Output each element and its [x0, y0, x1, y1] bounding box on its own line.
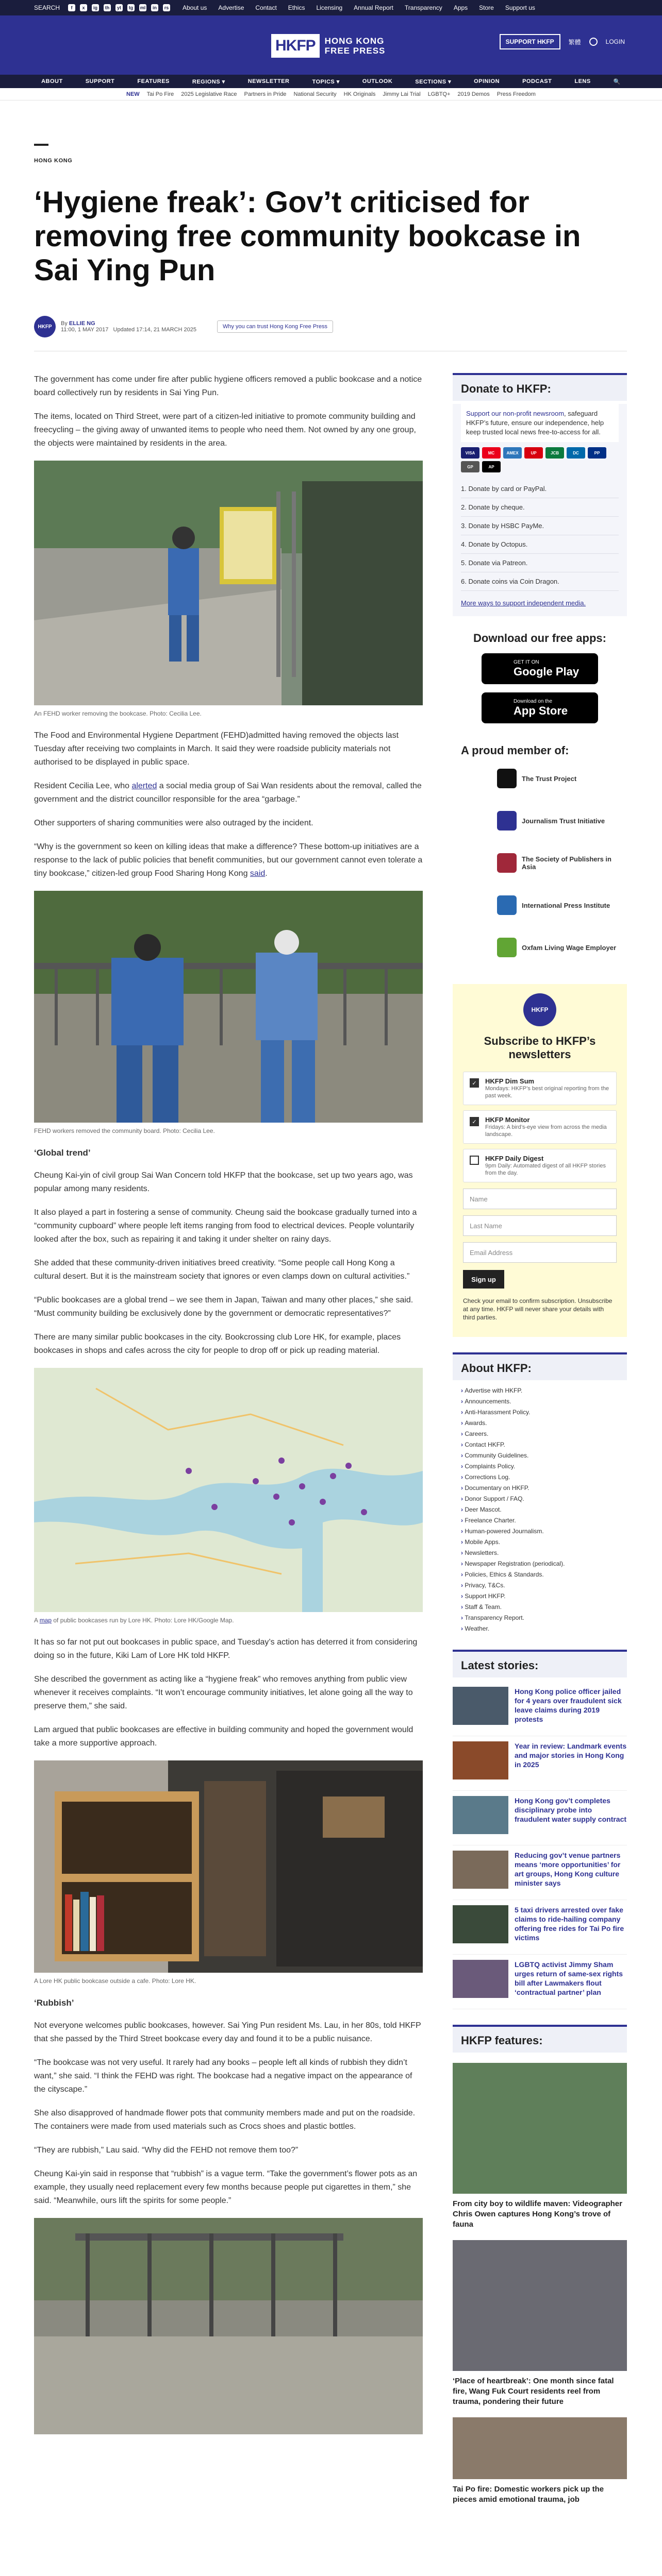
trust-project-icon	[497, 769, 517, 788]
paragraph: Cheung Kai-yin said in response that “rubbish” is a vague term. “Take the government’s flower pots as an example, they usually need replacement every few months because people put cigarettes in them,” she said. “Meanwhile, ours lift the spirits for some people.”	[34, 2170, 418, 2205]
site-logo[interactable]	[271, 34, 385, 58]
nav-opinion[interactable]: OPINION	[474, 78, 500, 84]
topbar-link-annual-report[interactable]: Annual Report	[354, 4, 393, 11]
updated-date: Updated 17:14, 21 MARCH 2025	[113, 327, 196, 333]
about-heading: About HKFP:	[453, 1352, 627, 1380]
text-run: .	[265, 869, 268, 878]
member-sopa[interactable]	[497, 842, 627, 884]
section-heading: ‘Global trend’	[34, 1148, 91, 1158]
about-item[interactable]: › Mobile Apps.	[461, 1537, 619, 1548]
paragraph: She also disapproved of handmade flower pots that community members made and put on the roadside. The containers were made from used materials such as Crocs shoes and plastic bottles.	[34, 2109, 416, 2131]
sidebar	[453, 373, 627, 2505]
donate-option[interactable]: 3. Donate by HSBC PayMe.	[461, 517, 619, 535]
latest-story[interactable]	[453, 1900, 627, 1955]
trending-item[interactable]: 2025 Legislative Race	[181, 91, 237, 97]
story-thumbnail	[453, 1905, 508, 1943]
trust-link[interactable]: Why you can trust Hong Kong Free Press	[217, 320, 333, 333]
mail-icon[interactable]: ml	[140, 5, 146, 10]
about-item[interactable]: › Newsletters.	[461, 1548, 619, 1558]
trending-item[interactable]: 2019 Demos	[457, 91, 490, 97]
feature-title[interactable]: From city boy to wildlife maven: Videographer Chris Owen captures Hong Kong’s trove of fauna	[453, 2199, 622, 2229]
publish-date: 11:00, 1 MAY 2017	[61, 327, 109, 333]
said-link[interactable]: said	[250, 869, 266, 878]
newsletter-desc: 9pm Daily: Automated digest of all HKFP stories from the day.	[485, 1163, 606, 1176]
member-jti[interactable]	[497, 800, 627, 842]
text-run: Resident Cecilia Lee, who	[34, 782, 132, 790]
ipi-icon	[497, 895, 517, 915]
support-newsroom-link[interactable]: Support our non-profit newsroom	[466, 410, 565, 417]
feature-title[interactable]: ‘Place of heartbreak’: One month since fatal fire, Wang Fuk Court residents reel from trauma, pondering their future	[453, 2377, 614, 2406]
newsletter-desc: Mondays: HKFP’s best original reporting from the past week.	[485, 1086, 609, 1099]
user-icon[interactable]	[589, 38, 598, 46]
about-item[interactable]: › Deer Mascot.	[461, 1504, 619, 1515]
about-item[interactable]: › Human-powered Journalism.	[461, 1526, 619, 1537]
article-title: ‘Hygiene freak’: Gov’t criticised for removing free community bookcase in Sai Ying Pun	[34, 185, 581, 287]
nav-support[interactable]: SUPPORT	[85, 78, 115, 84]
newsletter-panel	[453, 984, 627, 1337]
about-item[interactable]: › Policies, Ethics & Standards.	[461, 1569, 619, 1580]
support-hkfp-button[interactable]: SUPPORT HKFP	[500, 34, 560, 49]
newsletter-option-daily-digest[interactable]	[463, 1149, 617, 1182]
story-title[interactable]: Reducing gov’t venue partners means ‘more opportunities’ for art groups, Hong Kong culture minister says	[515, 1851, 621, 1887]
member-ipi[interactable]	[497, 884, 627, 926]
apple-pay-icon: AP	[482, 461, 501, 472]
paypal-icon: PP	[588, 447, 606, 459]
store-name: App Store	[514, 704, 568, 717]
threads-icon[interactable]: th	[104, 4, 111, 11]
topbar-link-transparency[interactable]: Transparency	[404, 4, 442, 11]
signup-button[interactable]: Sign up	[463, 1270, 504, 1289]
story-title[interactable]: Hong Kong police officer jailed for 4 years over fraudulent sick leave claims during 2019 protests	[515, 1687, 622, 1723]
feature-card[interactable]	[453, 2063, 627, 2230]
paragraph: Lam argued that public bookcases are effective in building community and hoped the government would take a more supportive approach.	[34, 1725, 413, 1748]
newsletter-name: HKFP Daily Digest	[485, 1155, 544, 1162]
trending-item[interactable]: Press Freedom	[496, 91, 536, 97]
linkedin-icon[interactable]: in	[151, 4, 158, 11]
about-item[interactable]: › Support HKFP.	[461, 1591, 619, 1602]
story-thumbnail	[453, 1960, 508, 1998]
feature-image	[453, 2063, 627, 2194]
facebook-icon[interactable]: f	[68, 4, 75, 11]
first-name-field[interactable]: Name	[463, 1189, 617, 1209]
member-oxfam[interactable]	[497, 926, 627, 969]
visa-icon: VISA	[461, 447, 479, 459]
about-item[interactable]: › Complaints Policy.	[461, 1461, 619, 1472]
topbar-link-ethics[interactable]: Ethics	[288, 4, 305, 11]
photo-illustration	[34, 2218, 423, 2434]
email-field[interactable]: Email Address	[463, 1242, 617, 1263]
donate-option[interactable]: 6. Donate coins via Coin Dragon.	[461, 572, 619, 591]
google-pay-icon: GP	[461, 461, 479, 472]
donate-panel	[453, 404, 627, 616]
sopa-icon	[497, 853, 517, 873]
more-ways-link[interactable]: More ways to support independent media.	[461, 599, 586, 607]
map-link[interactable]: map	[39, 1617, 52, 1624]
member-trust-project[interactable]	[497, 757, 627, 800]
nav-about[interactable]: ABOUT	[41, 78, 63, 84]
site-header	[0, 15, 662, 75]
topbar-link-apps[interactable]: Apps	[453, 4, 468, 11]
about-item[interactable]: › Advertise with HKFP.	[461, 1385, 619, 1396]
jcb-icon: JCB	[545, 447, 564, 459]
paragraph: “Public bookcases are a global trend – we see them in Japan, Taiwan and many other places,” she said. “Must community building be exclusively done by the government or democratic representatives?”	[34, 1296, 413, 1318]
nav-newsletter[interactable]: NEWSLETTER	[247, 78, 290, 84]
about-item[interactable]: › Weather.	[461, 1623, 619, 1634]
member-name: International Press Institute	[522, 901, 610, 909]
story-title[interactable]: 5 taxi drivers arrested over fake claims to ride-hailing company offering free rides for Tai Po fire victims	[515, 1906, 624, 1942]
section-heading: ‘Rubbish’	[34, 1998, 74, 2008]
story-thumbnail	[453, 1687, 508, 1725]
feature-card[interactable]	[453, 2417, 627, 2505]
latest-story[interactable]	[453, 1736, 627, 1791]
photo-illustration	[34, 1760, 423, 1973]
story-thumbnail	[453, 1741, 508, 1780]
topbar-link-store[interactable]: Store	[479, 4, 494, 11]
topbar-link-support[interactable]: Support us	[505, 4, 535, 11]
nav-topics[interactable]: TOPICS ▾	[312, 78, 340, 85]
feature-image	[453, 2417, 627, 2479]
about-item[interactable]: › Contact HKFP.	[461, 1439, 619, 1450]
latest-story[interactable]	[453, 1955, 627, 2009]
image-caption	[34, 1616, 423, 1624]
story-thumbnail	[453, 1851, 508, 1889]
photo-lore-hk-bookcase	[34, 1760, 423, 1973]
paragraph: It has so far not put out bookcases in public space, and Tuesday’s action has deterred it from considering doing so in the future, Kiki Lam of Lore HK told HKFP.	[34, 1638, 418, 1660]
feature-card[interactable]	[453, 2240, 627, 2407]
apps-heading: Download our free apps:	[473, 632, 606, 645]
trending-item[interactable]: LGBTQ+	[427, 91, 451, 97]
about-item[interactable]: › Anti-Harassment Policy.	[461, 1407, 619, 1418]
paragraph: She added that these community-driven initiatives breed creativity. “Some people call Hong Kong a cultural desert. But it is the mainstream society that ignores or even clamps down on cultural activities.”	[34, 1259, 410, 1281]
about-item[interactable]: › Announcements.	[461, 1396, 619, 1407]
member-name: The Society of Publishers in Asia	[521, 855, 611, 871]
paragraph: Cheung Kai-yin of civil group Sai Wan Concern told HKFP that the bookcase, set up two years ago, was popular among many residents.	[34, 1171, 413, 1193]
trending-item[interactable]: Jimmy Lai Trial	[383, 91, 421, 97]
author-name[interactable]: ELLIE NG	[69, 320, 95, 327]
checkbox-empty-icon[interactable]	[470, 1156, 479, 1165]
latest-stories	[453, 1682, 627, 2009]
feature-image	[453, 2240, 627, 2371]
donate-note	[461, 404, 619, 442]
byline-meta	[61, 320, 196, 333]
trending-item[interactable]: Tai Po Fire	[146, 91, 174, 97]
features-heading: HKFP features:	[453, 2025, 627, 2053]
diners-icon: DC	[567, 447, 585, 459]
text-run: “Why is the government so keen on killing ideas that make a difference? These bottom-up initiatives are a response to the lack of public policies that benefit communities, but our government cannot even tolerate a tiny bookcase,” citizen-led group Food Sharing Hong Kong	[34, 842, 423, 878]
donate-option[interactable]: 1. Donate by card or PayPal.	[461, 480, 619, 498]
paragraph	[34, 840, 423, 880]
paragraph: The Food and Environmental Hygiene Department (FEHD)admitted having removed the objects last Tuesday after receiving two complaints in March. It said they were roadside publicity materials not authorised to be displayed in public space.	[34, 731, 399, 767]
paragraph: “They are rubbish,” Lau said. “Why did the FEHD not remove them too?”	[34, 2146, 299, 2155]
latest-story[interactable]	[453, 1845, 627, 1900]
about-item[interactable]: › Donor Support / FAQ.	[461, 1494, 619, 1504]
photo-fehd-removing-bookcase	[34, 461, 423, 705]
article-body	[34, 373, 423, 2434]
nav-search-icon[interactable]: 🔍	[613, 78, 621, 85]
nav-features[interactable]: FEATURES	[137, 78, 170, 84]
donate-option[interactable]: 4. Donate by Octopus.	[461, 535, 619, 554]
feature-title[interactable]: Tai Po fire: Domestic workers pick up the pieces amid emotional trauma, job	[453, 2485, 604, 2504]
language-switch[interactable]: 繁體	[568, 38, 581, 46]
checkbox-checked-icon[interactable]: ✓	[470, 1078, 479, 1088]
about-item[interactable]: › Newspaper Registration (periodical).	[461, 1558, 619, 1569]
byline	[34, 316, 333, 337]
store-name: Google Play	[514, 665, 580, 678]
logo-text	[325, 36, 386, 56]
story-thumbnail	[453, 1796, 508, 1834]
donate-option[interactable]: 5. Donate via Patreon.	[461, 554, 619, 572]
image-caption: An FEHD worker removing the bookcase. Photo: Cecilia Lee.	[34, 710, 202, 717]
social-icons	[68, 4, 170, 11]
jti-icon	[497, 811, 517, 831]
paragraph: There are many similar public bookcases in the city. Bookcrossing club Lore HK, for example, places bookcases in shops and cafes across the city for people to drop off or pick up reading material.	[34, 1333, 401, 1355]
paragraph	[34, 779, 423, 806]
topbar-link-licensing[interactable]: Licensing	[316, 4, 343, 11]
newsletter-name: HKFP Dim Sum	[485, 1077, 535, 1085]
telegram-icon[interactable]: tg	[127, 4, 135, 11]
map-illustration	[34, 1368, 423, 1612]
oxfam-icon	[497, 938, 517, 957]
newsletter-title: Subscribe to HKFP’s newsletters	[484, 1035, 596, 1061]
logo-line-2: FREE PRESS	[324, 46, 386, 56]
nav-podcast[interactable]: PODCAST	[522, 78, 552, 84]
photo-illustration	[34, 461, 423, 705]
latest-story[interactable]	[453, 1682, 627, 1736]
paragraph: Other supporters of sharing communities were also outraged by the incident.	[34, 819, 313, 827]
trending-item[interactable]: Partners in Pride	[244, 91, 287, 97]
store-small-text: GET IT ON	[514, 659, 539, 665]
paragraph: “The bookcase was not very useful. It rarely had any books – people left all kinds of rubbish they didn’t want,” she said. “I think the FEHD was right. The bookcase had a negative impact on the appearance of the cityscape.”	[34, 2058, 412, 2094]
about-item[interactable]: › Staff & Team.	[461, 1602, 619, 1613]
image-caption: A Lore HK public bookcase outside a cafe. Photo: Lore HK.	[34, 1977, 196, 1985]
topbar-link-about[interactable]: About us	[183, 4, 207, 11]
last-name-field[interactable]: Last Name	[463, 1215, 617, 1236]
mastercard-icon: MC	[482, 447, 501, 459]
about-item[interactable]: › Awards.	[461, 1418, 619, 1429]
topbar-link-contact[interactable]: Contact	[255, 4, 277, 11]
story-title[interactable]: Hong Kong gov’t completes disciplinary probe into fraudulent water supply contract	[515, 1797, 627, 1823]
image-caption: FEHD workers removed the community board. Photo: Cecilia Lee.	[34, 1127, 215, 1134]
story-title[interactable]: Year in review: Landmark events and major stories in Hong Kong in 2025	[515, 1742, 627, 1769]
about-item[interactable]: › Corrections Log.	[461, 1472, 619, 1483]
story-title[interactable]: LGBTQ activist Jimmy Sham urges return of same-sex rights bill after Lawmakers flout ‘contractual partner’ plan	[515, 1960, 623, 1996]
paragraph: The government has come under fire after public hygiene officers removed a public bookcase and a notice board collectively run by residents in Sai Ying Pun.	[34, 375, 422, 397]
photo-flower-pots	[34, 2218, 423, 2434]
about-item[interactable]: › Transparency Report.	[461, 1613, 619, 1623]
donate-heading: Donate to HKFP:	[453, 373, 627, 401]
member-name: Journalism Trust Initiative	[522, 817, 605, 825]
member-heading: A proud member of:	[461, 744, 569, 757]
map-public-bookcases	[34, 1368, 423, 1612]
byline-by: By	[61, 320, 69, 327]
youtube-icon[interactable]: yt	[115, 4, 123, 11]
nav-sections[interactable]: SECTIONS ▾	[415, 78, 452, 85]
rss-icon[interactable]: rs	[163, 4, 170, 11]
newsletter-desc: Fridays: A bird’s-eye view from across the media landscape.	[485, 1124, 607, 1138]
paragraph: The items, located on Third Street, were part of a citizen-led initiative to promote community building and freecycling – the giving away of unwanted items to people who need them. Not owned by any one group, the objects were maintained by residents in the area.	[34, 412, 416, 448]
main-nav	[0, 75, 662, 88]
about-item[interactable]: › Privacy, T&Cs.	[461, 1580, 619, 1591]
x-icon[interactable]: x	[80, 4, 87, 11]
about-item[interactable]: › Community Guidelines.	[461, 1450, 619, 1461]
text-run: of public bookcases run by Lore HK. Photo: Lore HK/Google Map.	[52, 1617, 234, 1624]
member-name: The Trust Project	[522, 774, 577, 783]
newsletter-note: Check your email to confirm subscription. Unsubscribe at any time. HKFP will never share your details with third parties.	[463, 1297, 613, 1321]
photo-illustration	[34, 891, 423, 1123]
instagram-icon[interactable]: ig	[92, 4, 99, 11]
logo-mark: HKFP	[271, 34, 320, 58]
about-item[interactable]: › Documentary on HKFP.	[461, 1483, 619, 1494]
app-store-button[interactable]	[482, 692, 598, 723]
text-run: , safeguard HKFP’s future, ensure our independence, help keep trusted local news free-to-access for all.	[466, 410, 604, 436]
unionpay-icon: UP	[524, 447, 543, 459]
article-category[interactable]: HONG KONG	[34, 158, 73, 164]
about-item[interactable]: › Freelance Charter.	[461, 1515, 619, 1526]
paragraph: Not everyone welcomes public bookcases, however. Sai Ying Pun resident Ms. Lau, in her 80s, told HKFP that she passed by the Third Street bookcase every day and found it to be a public nuisance.	[34, 2021, 421, 2043]
amex-icon: AMEX	[503, 447, 522, 459]
photo-community-board-removal	[34, 891, 423, 1123]
newsletter-logo: HKFP	[523, 993, 556, 1026]
checkbox-checked-icon[interactable]: ✓	[470, 1117, 479, 1126]
trending-item[interactable]: HK Originals	[343, 91, 376, 97]
newsletter-name: HKFP Monitor	[485, 1116, 530, 1124]
nav-regions[interactable]: REGIONS ▾	[192, 78, 225, 85]
login-link[interactable]: LOGIN	[605, 38, 625, 45]
author-avatar[interactable]: HKFP	[34, 316, 56, 337]
text-run: a social media group of Sai Wan residents about the removal, called the government and the district councillor responsible for the area “garbage.”	[34, 782, 422, 804]
paragraph: She described the government as acting like a “hygiene freak” who removes anything from public view whenever it receives complaints. “It won’t encourage community initiatives, let alone going all the way to preserve them,” she said.	[34, 1675, 413, 1710]
alerted-link[interactable]: alerted	[131, 782, 157, 790]
member-name: Oxfam Living Wage Employer	[522, 943, 617, 952]
nav-outlook[interactable]: OUTLOOK	[362, 78, 393, 84]
about-list	[453, 1385, 627, 1634]
store-small-text: Download on the	[514, 698, 553, 704]
latest-heading: Latest stories:	[453, 1650, 627, 1677]
donate-option[interactable]: 2. Donate by cheque.	[461, 498, 619, 517]
payment-cards	[461, 447, 619, 472]
trending-bar	[0, 88, 662, 100]
newsletter-option-monitor[interactable]	[463, 1110, 617, 1144]
top-utility-bar	[0, 0, 662, 15]
trending-new-badge: NEW	[126, 91, 140, 97]
kicker-rule	[34, 144, 48, 146]
topbar-link-advertise[interactable]: Advertise	[218, 4, 244, 11]
search-link[interactable]: SEARCH	[34, 4, 60, 11]
newsletter-option-dim-sum[interactable]	[463, 1072, 617, 1105]
paragraph: It also played a part in fostering a sense of community. Cheung said the bookcase gradually turned into a “community cupboard” where people left items ranging from food to electrical devices. People voluntarily looked after the box, such as repairing it and taking it under shelter on rainy days.	[34, 1208, 417, 1244]
google-play-button[interactable]	[482, 653, 598, 684]
trending-item[interactable]: National Security	[293, 91, 337, 97]
about-item[interactable]: › Careers.	[461, 1429, 619, 1439]
logo-line-1: HONG KONG	[324, 36, 385, 46]
text-run: A	[34, 1617, 40, 1624]
latest-story[interactable]	[453, 1791, 627, 1845]
nav-lens[interactable]: LENS	[574, 78, 591, 84]
